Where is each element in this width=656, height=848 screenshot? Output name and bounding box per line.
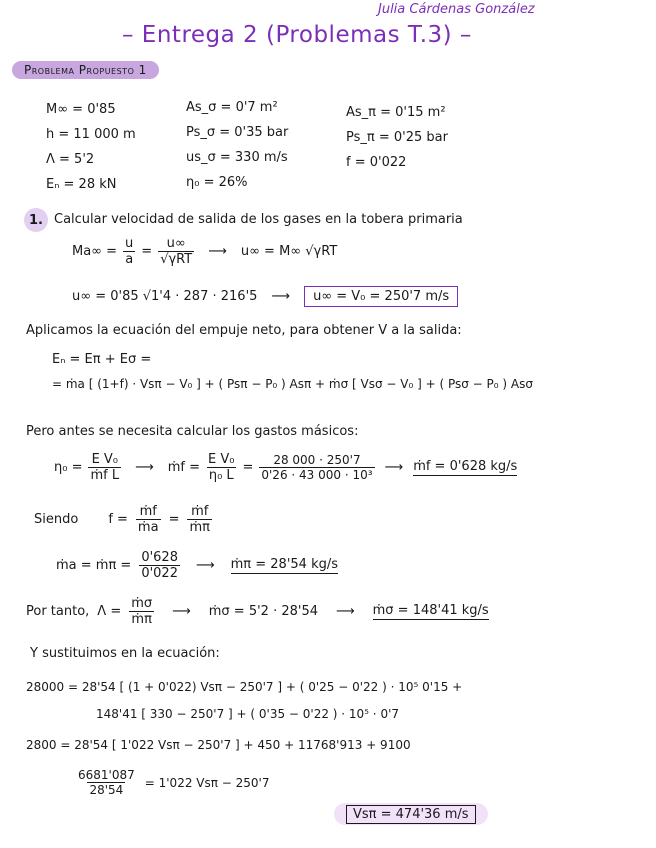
mach-lhs: Ma∞ = xyxy=(72,244,118,259)
equals: = xyxy=(168,512,180,527)
data-item: Ps_π = 0'25 bar xyxy=(346,130,448,145)
numerator: ṁσ xyxy=(131,596,153,611)
result-fraction xyxy=(76,768,137,797)
denominator: ṁπ xyxy=(131,612,152,627)
arrow-icon: ⟶ xyxy=(195,558,215,573)
data-item: η₀ = 26% xyxy=(186,175,248,190)
final-result-highlight xyxy=(334,803,488,825)
fuel-mass-equation xyxy=(54,452,517,483)
velocity-calculation xyxy=(72,286,458,307)
eta-lhs: η₀ = xyxy=(54,460,83,475)
denominator: ṁa xyxy=(137,520,159,535)
secondary-mass-calc: ṁσ = 5'2 · 28'54 xyxy=(208,604,318,619)
denominator: 28'54 xyxy=(89,783,124,797)
substitution-line-2: 148'41 [ 330 − 250'7 ] + ( 0'35 − 0'22 ) · 10⁵ · 0'7 xyxy=(96,707,400,721)
primary-mass-equation xyxy=(56,550,338,581)
data-column-2 xyxy=(186,95,288,195)
data-item: M∞ = 0'85 xyxy=(46,102,116,117)
denominator: 0'022 xyxy=(141,566,178,581)
velocity-formula: u∞ = M∞ √γRT xyxy=(240,244,338,259)
numerator: u∞ xyxy=(166,236,186,251)
data-column-3 xyxy=(346,100,448,175)
equals: = xyxy=(242,460,254,475)
denominator: η₀ L xyxy=(208,468,234,483)
numerator: u xyxy=(125,236,134,251)
substitution-line-4 xyxy=(76,768,269,797)
numerator: E V₀ xyxy=(208,452,235,467)
data-item: Λ = 5'2 xyxy=(46,152,95,167)
mf-calc-fraction xyxy=(259,453,374,482)
denominator: √γRT xyxy=(160,252,193,267)
mach-equation xyxy=(72,236,337,267)
f-fraction-2 xyxy=(187,504,212,535)
eta-fraction xyxy=(88,452,121,483)
secondary-mass-equation xyxy=(26,596,489,627)
substitution-intro: Y sustituimos en la ecuación: xyxy=(30,646,220,661)
arrow-icon: ⟶ xyxy=(271,289,291,304)
final-result-box: Vsπ = 474'36 m/s xyxy=(346,805,476,824)
secondary-mass-result: ṁσ = 148'41 kg/s xyxy=(372,603,489,618)
lambda-lhs: Λ = xyxy=(97,604,122,619)
numerator: 0'628 xyxy=(141,550,178,565)
data-item: As_σ = 0'7 m² xyxy=(186,100,278,115)
thrust-equation-2: = ṁa [ (1+f) · Vsπ − V₀ ] + ( Psπ − P₀ ) Asπ + ṁσ [ Vsσ − V₀ ] + ( Psσ − P₀ ) Asσ xyxy=(52,377,533,391)
substitution-line-3: 2800 = 28'54 [ 1'022 Vsπ − 250'7 ] + 450 + 11768'913 + 9100 xyxy=(26,738,411,752)
arrow-icon: ⟶ xyxy=(135,460,154,475)
step-number-badge: 1. xyxy=(24,208,48,232)
velocity-result-box: u∞ = V₀ = 250'7 m/s xyxy=(304,286,458,307)
arrow-icon: ⟶ xyxy=(336,604,355,619)
thrust-equation-1: Eₙ = Eπ + Eσ = xyxy=(52,352,152,367)
uinf-over-sqrt xyxy=(158,236,194,267)
portanto-label: Por tanto, xyxy=(26,604,90,619)
author-name: Julia Cárdenas González xyxy=(378,2,535,17)
data-item: As_π = 0'15 m² xyxy=(346,105,446,120)
numerator: ṁf xyxy=(191,504,209,519)
denominator: a xyxy=(125,252,134,267)
fuel-ratio-equation xyxy=(34,504,212,535)
data-item: f = 0'022 xyxy=(346,155,407,170)
primary-mass-result: ṁπ = 28'54 kg/s xyxy=(230,557,338,572)
mf-fraction xyxy=(206,452,236,483)
ma-fraction xyxy=(139,550,180,581)
data-item: us_σ = 330 m/s xyxy=(186,150,288,165)
denominator: ṁπ xyxy=(189,520,210,535)
f-fraction-1 xyxy=(136,504,161,535)
numerator: 28 000 · 250'7 xyxy=(273,453,361,467)
mass-flow-intro: Pero antes se necesita calcular los gastos másicos: xyxy=(26,424,359,439)
data-item: Eₙ = 28 kN xyxy=(46,177,117,192)
mf-lhs: ṁf = xyxy=(167,460,201,475)
thrust-intro: Aplicamos la ecuación del empuje neto, para obtener V a la salida: xyxy=(26,323,462,338)
u-over-a xyxy=(123,236,135,267)
substitution-line-1: 28000 = 28'54 [ (1 + 0'022) Vsπ − 250'7 ] + ( 0'25 − 0'22 ) · 10⁵ 0'15 + xyxy=(26,680,463,694)
problem-chip: Problema Propuesto 1 xyxy=(12,61,159,79)
denominator: ṁf L xyxy=(90,468,120,483)
equals: = xyxy=(141,244,153,259)
f-lhs: f = xyxy=(108,512,128,527)
arrow-icon: ⟶ xyxy=(208,244,227,259)
lambda-fraction xyxy=(129,596,154,627)
denominator: 0'26 · 43 000 · 10³ xyxy=(261,468,373,482)
ma-lhs: ṁa = ṁπ = xyxy=(56,558,132,573)
numerator: ṁf xyxy=(139,504,157,519)
arrow-icon: ⟶ xyxy=(384,460,404,475)
page-title: – Entrega 2 (Problemas T.3) – xyxy=(122,22,472,48)
fuel-mass-result: ṁf = 0'628 kg/s xyxy=(413,459,518,474)
velocity-calc: u∞ = 0'85 √1'4 · 287 · 216'5 xyxy=(72,289,258,304)
data-column-1 xyxy=(46,97,136,197)
arrow-icon: ⟶ xyxy=(172,604,191,619)
data-item: Ps_σ = 0'35 bar xyxy=(186,125,289,140)
numerator: E V₀ xyxy=(91,452,119,467)
data-item: h = 11 000 m xyxy=(46,127,136,142)
siendo-label: Siendo xyxy=(34,512,79,527)
step-1-statement: Calcular velocidad de salida de los gases en la tobera primaria xyxy=(54,212,463,227)
numerator: 6681'087 xyxy=(78,768,135,782)
line-4-rhs: = 1'022 Vsπ − 250'7 xyxy=(144,775,270,790)
